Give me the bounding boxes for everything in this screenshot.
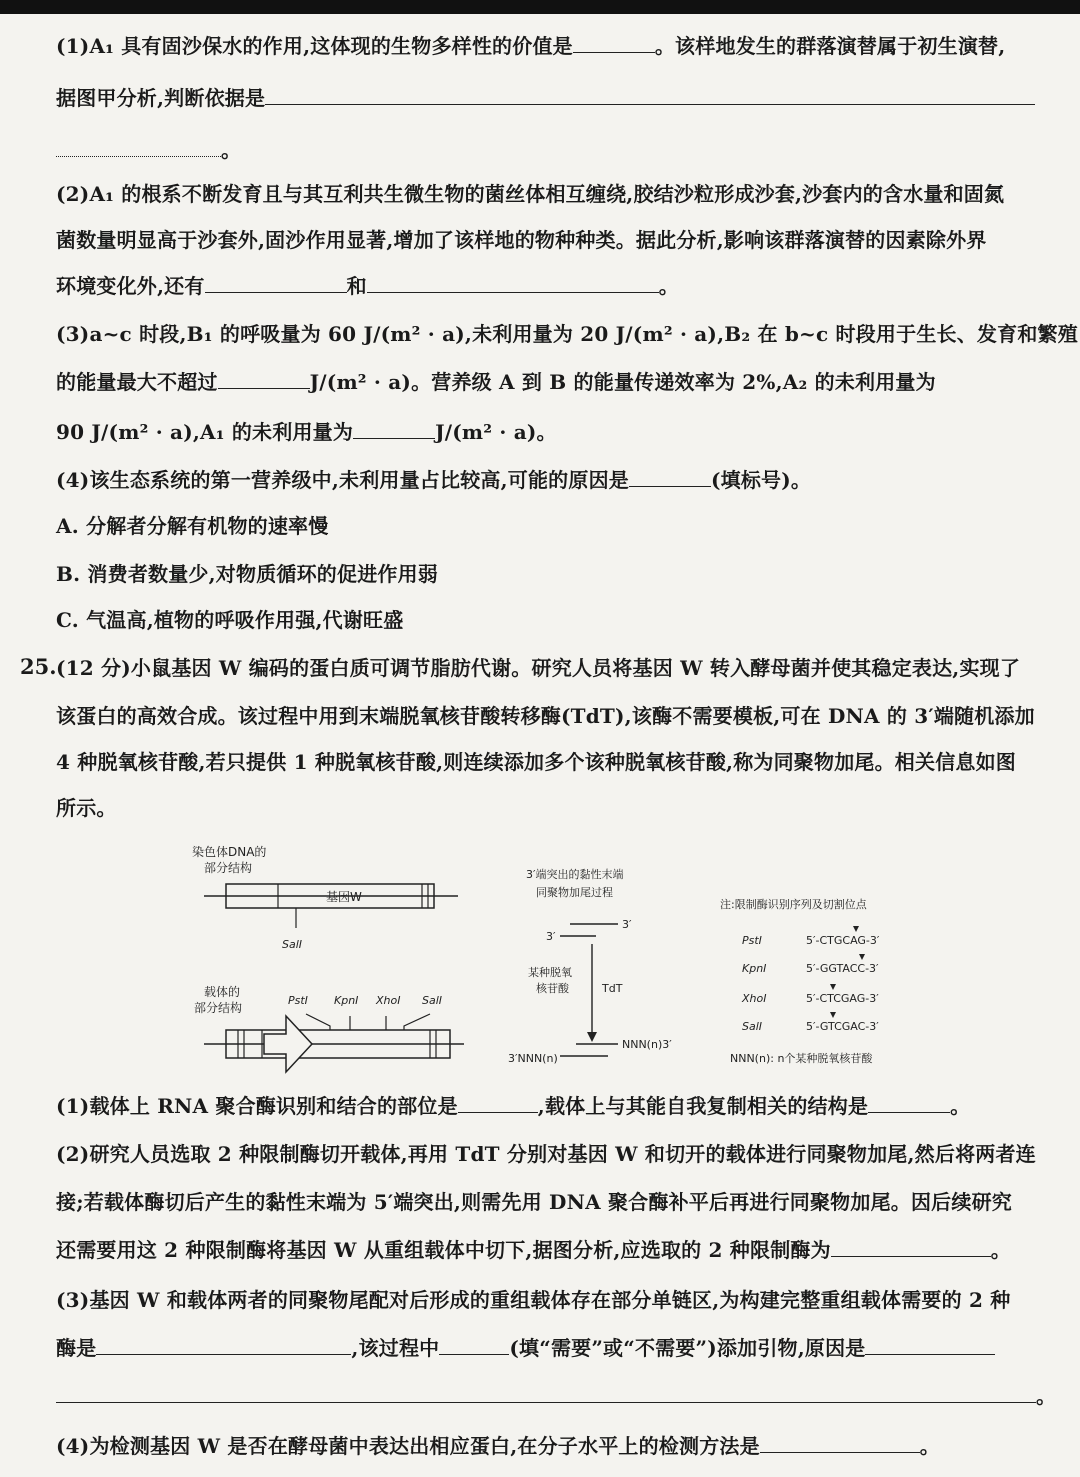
vector-label-line2: 部分结构 <box>194 1001 243 1015</box>
pst-site-label: PstⅠ <box>288 994 308 1007</box>
answer-blank[interactable] <box>353 418 435 439</box>
note-title: 注:限制酶识别序列及切割位点 <box>720 898 867 911</box>
q25-intro-line3: 4 种脱氧核苷酸,若只提供 1 种脱氧核苷酸,则连续添加多个该种脱氧核苷酸,称为同聚物加尾。相关信息如图 <box>56 750 1017 774</box>
enzyme-seq: 5′-CTGCAG-3′ <box>806 934 880 947</box>
gene-vector-figure <box>190 844 930 1079</box>
q25-part2-line2: 接;若载体酶切后产生的黏性末端为 5′端突出,则需先用 DNA 聚合酶补平后再进行同聚物加尾。因后续研究 <box>56 1190 1012 1214</box>
q24-part3-line1: (3)a~c 时段,B₁ 的呼吸量为 60 J/(m² · a),未利用量为 20 J/(m² · a),B₂ 在 b~c 时段用于生长、发育和繁殖 <box>56 322 1078 346</box>
q24-part1-line2: 据图甲分析,判断依据是 <box>56 84 1058 112</box>
vector-diagram <box>204 1014 464 1072</box>
mid-left-line1: 某种脱氧 <box>528 966 572 979</box>
q24-part2-line3: 环境变化外,还有 和 。 <box>56 274 679 298</box>
mid-3prime-left: 3′ <box>546 930 556 943</box>
option-a: A. 分解者分解有机物的速率慢 <box>56 514 329 538</box>
answer-blank[interactable] <box>439 1334 509 1355</box>
answer-blank[interactable] <box>265 84 1035 105</box>
answer-blank[interactable] <box>573 32 655 53</box>
mid-bottom-right: NNN(n)3′ <box>622 1038 672 1051</box>
answer-blank[interactable] <box>868 1092 950 1113</box>
mid-title-line1: 3′端突出的黏性末端 <box>526 868 624 881</box>
gene-w-label: 基因W <box>326 890 362 904</box>
q24-part1-line3: 。 <box>56 136 1058 164</box>
xho-site-label: XhoⅠ <box>376 994 401 1007</box>
q24-part4-stem: (4)该生态系统的第一营养级中,未利用量占比较高,可能的原因是 (填标号)。 <box>56 468 812 492</box>
tdt-label: TdT <box>602 982 623 995</box>
q25-intro-line4: 所示。 <box>56 796 117 820</box>
q25-part3-line2: 酶是 ,该过程中 (填“需要”或“不需要”)添加引物,原因是 <box>56 1334 1058 1362</box>
answer-blank[interactable] <box>205 272 347 293</box>
mid-bottom-left: 3′NNN(n) <box>508 1052 558 1065</box>
sal-site-label: SalⅠ <box>282 938 303 951</box>
q25-part3-line3: 。 <box>56 1382 1058 1410</box>
answer-blank[interactable] <box>96 1334 351 1355</box>
top-edge-bar <box>0 0 1080 14</box>
answer-blank[interactable] <box>629 466 711 487</box>
q24-part3-line2: 的能量最大不超过 J/(m² · a)。营养级 A 到 B 的能量传递效率为 2%,A₂ 的未利用量为 <box>56 370 936 394</box>
q25-intro-line2: 该蛋白的高效合成。该过程中用到末端脱氧核苷酸转移酶(TdT),该酶不需要模板,可在 DNA 的 3′端随机添加 <box>56 704 1035 728</box>
q24-part1-line1: (1)A₁ 具有固沙保水的作用,这体现的生物多样性的价值是 。该样地发生的群落演替属于初生演替, <box>56 34 1006 58</box>
answer-blank[interactable] <box>458 1092 538 1113</box>
mid-title-line2: 同聚物加尾过程 <box>536 886 613 899</box>
exam-page <box>0 14 1080 1477</box>
enzyme-list <box>741 926 880 1033</box>
q24-part2-line1: (2)A₁ 的根系不断发育且与其互利共生微生物的菌丝体相互缠绕,胶结沙粒形成沙套,沙套内的含水量和固氮 <box>56 182 1005 206</box>
enzyme-seq: 5′-CTCGAG-3′ <box>806 992 879 1005</box>
answer-blank[interactable] <box>865 1334 995 1355</box>
answer-blank[interactable] <box>56 136 221 157</box>
option-c: C. 气温高,植物的呼吸作用强,代谢旺盛 <box>56 608 404 632</box>
mid-left-line2: 核苷酸 <box>536 982 569 995</box>
sal-vector-site-label: SalⅠ <box>422 994 443 1007</box>
enzyme-name: PstⅠ <box>742 934 762 947</box>
enzyme-seq: 5′-GGTACC-3′ <box>806 962 879 975</box>
enzyme-name: XhoⅠ <box>742 992 767 1005</box>
q25-intro-line1: (12 分)小鼠基因 W 编码的蛋白质可调节脂肪代谢。研究人员将基因 W 转入酵母菌并使其稳定表达,实现了 <box>56 656 1021 680</box>
enzyme-seq: 5′-GTCGAC-3′ <box>806 1020 879 1033</box>
mid-3prime-top: 3′ <box>622 918 632 931</box>
answer-blank[interactable] <box>218 368 310 389</box>
q25-part1: (1)载体上 RNA 聚合酶识别和结合的部位是 ,载体上与其能自我复制相关的结构是 。 <box>56 1094 971 1118</box>
q25-part3-line1: (3)基因 W 和载体两者的同聚物尾配对后形成的重组载体存在部分单链区,为构建完整重组载体需要的 2 种 <box>56 1288 1011 1312</box>
answer-blank[interactable] <box>831 1236 991 1257</box>
enzyme-name: SalⅠ <box>742 1020 763 1033</box>
question-number-25: 25. <box>20 654 57 679</box>
note-nnn: NNN(n): n个某种脱氧核苷酸 <box>730 1052 873 1065</box>
answer-blank[interactable] <box>56 1382 1036 1403</box>
q25-part2-line1: (2)研究人员选取 2 种限制酶切开载体,再用 TdT 分别对基因 W 和切开的载体进行同聚物加尾,然后将两者连 <box>56 1142 1036 1166</box>
q25-part2-line3: 还需要用这 2 种限制酶将基因 W 从重组载体中切下,据图分析,应选取的 2 种限制酶为 。 <box>56 1238 1011 1262</box>
vector-label-line1: 载体的 <box>204 985 241 999</box>
chrom-label-line2: 部分结构 <box>204 861 253 875</box>
kpn-site-label: KpnⅠ <box>334 994 359 1007</box>
chrom-label-line1: 染色体DNA的 <box>192 845 267 859</box>
q24-part3-line3: 90 J/(m² · a),A₁ 的未利用量为 J/(m² · a)。 <box>56 420 557 444</box>
answer-blank[interactable] <box>367 272 659 293</box>
enzyme-name: KpnⅠ <box>742 962 767 975</box>
q25-part4: (4)为检测基因 W 是否在酵母菌中表达出相应蛋白,在分子水平上的检测方法是 。 <box>56 1434 940 1458</box>
q24-part2-line2: 菌数量明显高于沙套外,固沙作用显著,增加了该样地的物种种类。据此分析,影响该群落演替的因素除外界 <box>56 228 987 252</box>
answer-blank[interactable] <box>760 1432 920 1453</box>
option-b: B. 消费者数量少,对物质循环的促进作用弱 <box>56 562 438 586</box>
